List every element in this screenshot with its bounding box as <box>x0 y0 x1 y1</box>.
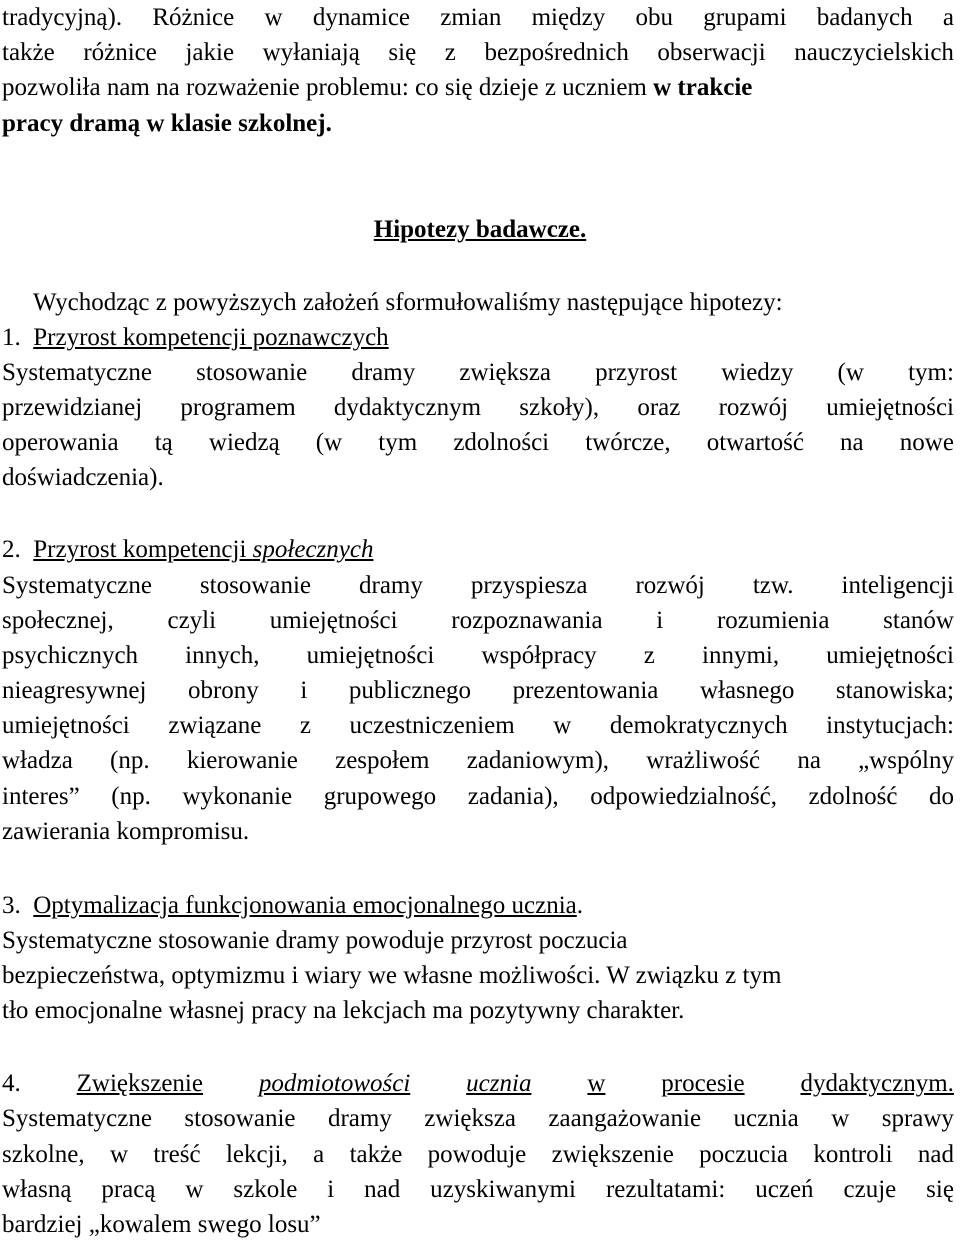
hypothesis-4-title-word-2: podmiotowości <box>258 1070 411 1097</box>
word: Różnice <box>152 4 235 31</box>
word: innych, <box>185 642 260 669</box>
word: rozpoznawania <box>451 607 603 634</box>
word: obserwacji <box>657 39 766 66</box>
hypothesis-4-line-3 <box>2 1172 954 1207</box>
word: grupami <box>703 4 787 31</box>
hypothesis-3-line-3: tło emocjonalne własnej pracy na lekcjach ma pozytywny charakter. <box>2 997 685 1024</box>
word: przewidzianej <box>2 394 143 421</box>
word: pracą <box>101 1176 156 1203</box>
word: nad <box>917 1141 954 1168</box>
word: rozwój <box>635 572 705 599</box>
word: zwiększa <box>459 359 551 386</box>
hypothesis-4-title-word-6: dydaktycznym. <box>800 1070 954 1097</box>
hypothesis-2-title-text <box>33 536 373 563</box>
hypothesis-4-line-4: bardziej „kowalem swego losu” <box>2 1211 321 1238</box>
hypothesis-2-title-italic: społecznych <box>252 536 374 563</box>
hypothesis-2-title-plain: Przyrost kompetencji <box>33 536 253 563</box>
hypothesis-3-line-1: Systematyczne stosowanie dramy powoduje przyrost poczucia <box>2 927 628 954</box>
word: powoduje <box>427 1141 527 1168</box>
intro-line-2 <box>2 35 954 70</box>
word: ucznia <box>733 1105 799 1132</box>
hypothesis-1-line-3 <box>2 425 954 460</box>
word: zaangażowanie <box>548 1105 702 1132</box>
word: zespołem <box>335 747 430 774</box>
word: zmian <box>440 4 502 31</box>
word: kierowanie <box>186 747 298 774</box>
word: „wspólny <box>858 747 954 774</box>
word: otwartość <box>706 429 804 456</box>
word: współpracy <box>481 642 597 669</box>
hypothesis-2-line-7 <box>2 779 954 814</box>
word: inteligencji <box>841 572 954 599</box>
word: obu <box>635 4 673 31</box>
hypothesis-2-title <box>2 532 954 567</box>
word: rozwój <box>718 394 789 421</box>
word: sprawy <box>881 1105 954 1132</box>
word: Systematyczne <box>2 572 152 599</box>
word: zdolność <box>808 783 898 810</box>
word: do <box>928 783 954 810</box>
word: lekcji, <box>225 1141 288 1168</box>
word: i <box>327 1176 335 1203</box>
word: umiejętności <box>306 642 435 669</box>
hypothesis-4-title-word-5: procesie <box>661 1070 745 1097</box>
word: dramy <box>327 1105 392 1132</box>
hypothesis-2-number: 2. <box>2 536 21 563</box>
word: szkolne, <box>2 1141 85 1168</box>
word: przyrost <box>595 359 678 386</box>
word: własną <box>2 1176 72 1203</box>
word: między <box>531 4 606 31</box>
word: się <box>388 39 417 66</box>
word: zwiększa <box>424 1105 516 1132</box>
section-heading: Hipotezy badawcze. <box>373 216 587 243</box>
word: wrażliwość <box>646 747 761 774</box>
word: dramy <box>359 572 423 599</box>
intro-line-4: pracy dramą w klasie szkolnej. <box>2 110 332 137</box>
word: a <box>313 1141 325 1168</box>
hypothesis-3-title <box>2 888 954 923</box>
word: (np. <box>110 747 150 774</box>
word: związane <box>168 712 262 739</box>
word: interes” <box>2 783 80 810</box>
word: operowania <box>2 429 119 456</box>
word: stosowanie <box>184 1105 296 1132</box>
word: zadania), <box>467 783 559 810</box>
word: z <box>444 39 456 66</box>
word: umiejętności <box>269 607 398 634</box>
hypothesis-1-title-text: Przyrost kompetencji poznawczych <box>33 324 389 351</box>
hypothesis-4-line-1 <box>2 1101 954 1136</box>
word: Systematyczne <box>2 1105 152 1132</box>
word: innymi, <box>702 642 780 669</box>
word: z <box>643 642 655 669</box>
word: stosowanie <box>199 572 312 599</box>
word: stanów <box>883 607 954 634</box>
word: uzyskiwanymi <box>430 1176 576 1203</box>
hypothesis-2-line-4 <box>2 673 954 708</box>
word: dydaktycznym <box>333 394 482 421</box>
lead-sentence: Wychodząc z powyższych założeń sformułowaliśmy następujące hipotezy: <box>33 289 783 316</box>
word: tym <box>378 429 418 456</box>
intro-line-3-bold: w trakcie <box>653 74 753 101</box>
hypothesis-3-line-2: bezpieczeństwa, optymizmu i wiary we własne możliwości. W związku z tym <box>2 962 782 989</box>
word: w <box>553 712 572 739</box>
word: przyspiesza <box>470 572 588 599</box>
word: z <box>299 712 311 739</box>
word: Systematyczne <box>2 359 152 386</box>
word: i <box>656 607 664 634</box>
word: dynamice <box>312 4 411 31</box>
word: oraz <box>637 394 681 421</box>
hypothesis-3-title-end: . <box>576 892 584 919</box>
hypothesis-4-title-word-1: Zwiększenie <box>76 1070 203 1097</box>
word: treść <box>153 1141 201 1168</box>
word: bezpośrednich <box>484 39 629 66</box>
word: czyli <box>167 607 217 634</box>
word: władza <box>2 747 73 774</box>
word: się <box>926 1176 954 1203</box>
word: na <box>797 747 821 774</box>
word: demokratycznych <box>609 712 788 739</box>
intro-line-3-text: pozwoliła nam na rozważenie problemu: co się dzieje z uczniem <box>2 74 654 101</box>
hypothesis-2-line-5 <box>2 708 954 743</box>
word: tzw. <box>752 572 794 599</box>
word: grupowego <box>323 783 437 810</box>
hypothesis-3-title-text: Optymalizacja funkcjonowania emocjonalnego ucznia <box>33 892 577 919</box>
word: własnego <box>699 677 795 704</box>
intro-line-1 <box>2 0 954 35</box>
word: jakie <box>185 39 235 66</box>
hypothesis-2-line-3 <box>2 638 954 673</box>
word: w <box>109 1141 129 1168</box>
word: w <box>185 1176 204 1203</box>
word: programem <box>180 394 296 421</box>
hypothesis-1-title <box>2 320 954 355</box>
word: wykonanie <box>182 783 293 810</box>
word: także <box>2 39 55 66</box>
word: społecznej, <box>2 607 114 634</box>
word: czuje <box>843 1176 897 1203</box>
hypothesis-1-line-4: doświadczenia). <box>2 464 164 491</box>
word: stosowanie <box>196 359 308 386</box>
word: szkole <box>233 1176 298 1203</box>
word: twórcze, <box>585 429 671 456</box>
hypothesis-4-line-2 <box>2 1137 954 1172</box>
hypothesis-2-line-6 <box>2 743 954 778</box>
hypothesis-4-title-word-3: ucznia <box>466 1070 532 1097</box>
word: tradycyjną). <box>2 4 123 31</box>
word: (w <box>837 359 864 386</box>
word: w <box>831 1105 850 1132</box>
word: tą <box>154 429 173 456</box>
hypothesis-1-line-2 <box>2 390 954 425</box>
word: na <box>840 429 864 456</box>
intro-line-3 <box>2 70 954 105</box>
word: w <box>264 4 283 31</box>
word: nauczycielskich <box>794 39 954 66</box>
word: rozumienia <box>716 607 830 634</box>
word: publicznego <box>348 677 472 704</box>
word: badanych <box>816 4 913 31</box>
word: wyłaniają <box>262 39 360 66</box>
word: tym: <box>908 359 954 386</box>
word: instytucjach: <box>826 712 954 739</box>
word: rezultatami: <box>605 1176 726 1203</box>
hypothesis-1-number: 1. <box>2 324 21 351</box>
word: poczucia <box>699 1141 788 1168</box>
hypothesis-1-line-1 <box>2 355 954 390</box>
word: zadaniowym), <box>466 747 610 774</box>
word: nieagresywnej <box>2 677 147 704</box>
word: wiedzy <box>721 359 794 386</box>
word: psychicznych <box>2 642 139 669</box>
word: i <box>300 677 308 704</box>
word: (np. <box>111 783 151 810</box>
word: uczeń <box>755 1176 814 1203</box>
hypothesis-2-line-8: zawierania kompromisu. <box>2 818 250 845</box>
word: umiejętności <box>826 642 954 669</box>
word: odpowiedzialność, <box>590 783 777 810</box>
hypothesis-4-title <box>2 1066 954 1101</box>
word: (w <box>315 429 343 456</box>
word: prezentowania <box>512 677 659 704</box>
hypothesis-3-number: 3. <box>2 892 21 919</box>
hypothesis-2-line-1 <box>2 568 954 603</box>
word: zdolności <box>453 429 550 456</box>
word: nowe <box>899 429 954 456</box>
word: uczestniczeniem <box>349 712 515 739</box>
word: zwiększenie <box>551 1141 674 1168</box>
word: także <box>349 1141 403 1168</box>
word: szkoły), <box>519 394 600 421</box>
word: stanowiska; <box>835 677 954 704</box>
word: dramy <box>351 359 416 386</box>
word: umiejętności <box>2 712 130 739</box>
word: umiejętności <box>826 394 954 421</box>
hypothesis-4-number: 4. <box>2 1070 21 1097</box>
word: kontroli <box>813 1141 893 1168</box>
word: nad <box>364 1176 401 1203</box>
word: a <box>942 4 954 31</box>
hypothesis-4-title-word-4: w <box>587 1070 606 1097</box>
word: wiedzą <box>208 429 280 456</box>
word: obrony <box>187 677 259 704</box>
hypothesis-2-line-2 <box>2 603 954 638</box>
word: różnice <box>83 39 157 66</box>
